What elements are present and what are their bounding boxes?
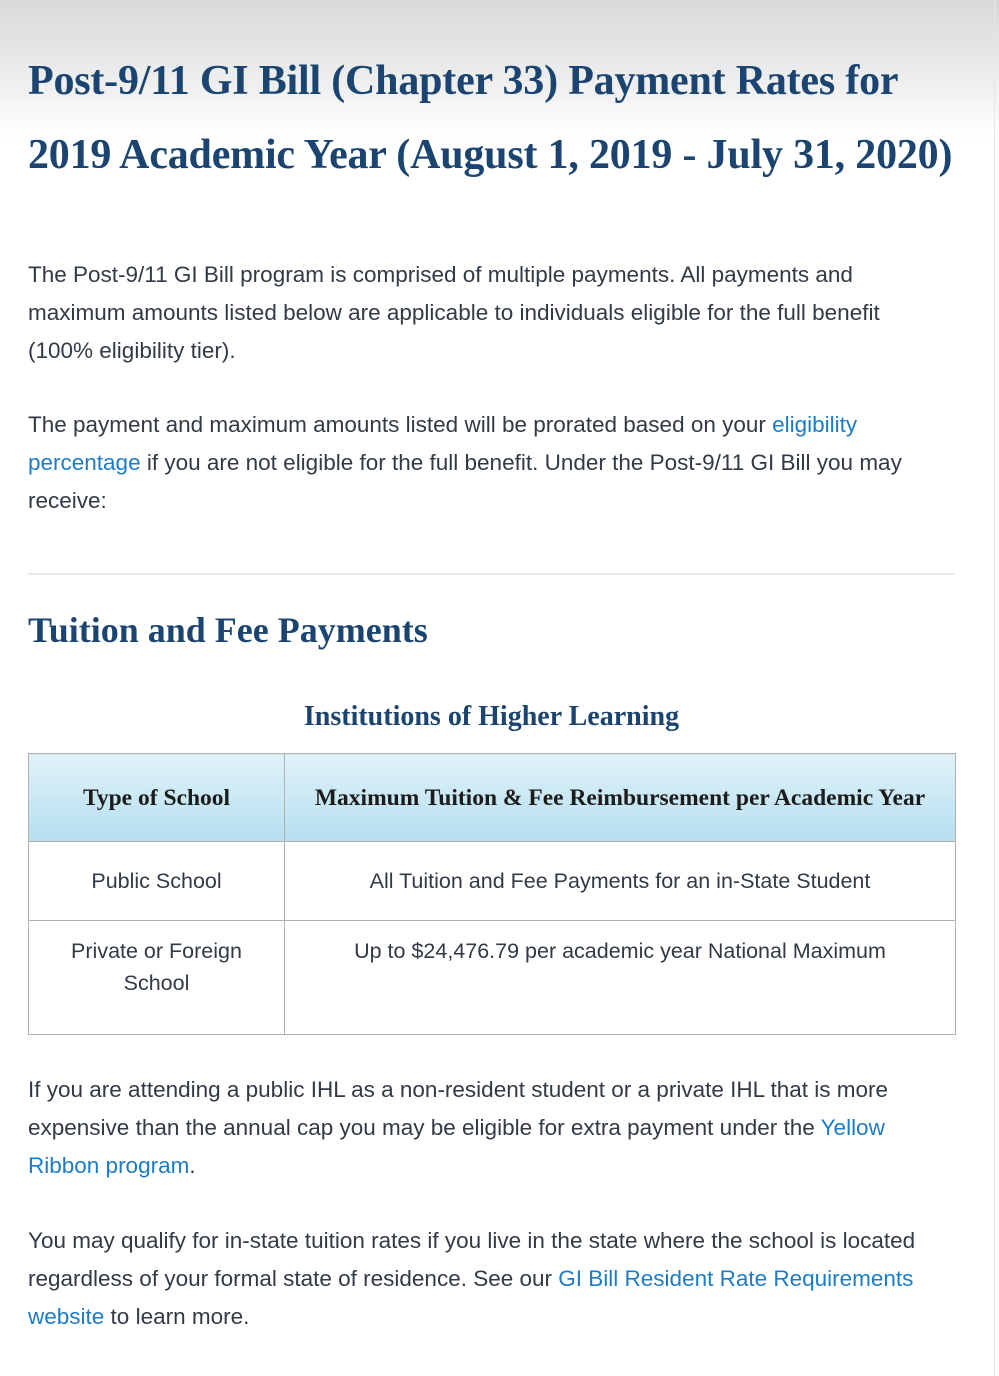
page-right-edge-rule bbox=[994, 0, 995, 1376]
cell-type-of-school: Private or Foreign School bbox=[29, 921, 285, 1035]
notes-paragraph-1-text-after: . bbox=[189, 1153, 196, 1178]
notes-paragraph-2 bbox=[28, 1185, 918, 1376]
table-row bbox=[29, 921, 956, 1035]
table-header bbox=[29, 754, 956, 842]
column-header-maximum-reimbursement: Maximum Tuition & Fee Reimbursement per Academic Year bbox=[285, 754, 956, 842]
notes-paragraph-2-text-after: to learn more. bbox=[104, 1304, 250, 1329]
table-body bbox=[29, 842, 956, 1035]
intro-paragraph-2-text-after: if you are not eligible for the full benefit. Under the Post-9/11 GI Bill you may receive: bbox=[28, 450, 902, 513]
notes-paragraph-2-text-before: You may qualify for in-state tuition rates if you live in the state where the school is located regardless of your formal state of residence. See our bbox=[28, 1228, 916, 1291]
column-header-type-of-school: Type of School bbox=[29, 754, 285, 842]
table-caption: Institutions of Higher Learning bbox=[303, 701, 680, 732]
intro-paragraph-2-text-before: The payment and maximum amounts listed will be prorated based on your bbox=[28, 412, 773, 437]
intro-paragraph-1: The Post-9/11 GI Bill program is comprised of multiple payments. All payments and maximum amounts listed below are applicable to individuals eligible for the full benefit (100% eligibility tier). bbox=[28, 262, 880, 363]
notes-paragraph-1-text-before: If you are attending a public IHL as a non-resident student or a private IHL that is more expensive than the annual cap you may be eligible for extra payment under the bbox=[28, 1077, 889, 1140]
eligibility-percentage-link[interactable]: eligibility percentage bbox=[28, 412, 858, 475]
notes-paragraph-1 bbox=[28, 1035, 918, 1185]
document-content bbox=[28, 0, 955, 1376]
cell-maximum-reimbursement: Up to $24,476.79 per academic year National Maximum bbox=[285, 921, 956, 1035]
tuition-rates-table bbox=[28, 753, 956, 1035]
yellow-ribbon-program-link[interactable]: Yellow Ribbon program bbox=[28, 1115, 885, 1178]
gi-bill-resident-rate-requirements-link[interactable]: GI Bill Resident Rate Requirements website bbox=[28, 1266, 914, 1329]
cell-type-of-school: Public School bbox=[29, 842, 285, 921]
section-heading-tuition-and-fee-payments: Tuition and Fee Payments bbox=[28, 610, 428, 650]
intro-paragraph-2 bbox=[28, 370, 918, 520]
table-header-row bbox=[29, 754, 956, 842]
cell-maximum-reimbursement: All Tuition and Fee Payments for an in-State Student bbox=[285, 842, 956, 921]
page-title: Post-9/11 GI Bill (Chapter 33) Payment Rates for 2019 Academic Year (August 1, 2019 - July 31, 2020) bbox=[28, 58, 953, 178]
table-row bbox=[29, 842, 956, 921]
